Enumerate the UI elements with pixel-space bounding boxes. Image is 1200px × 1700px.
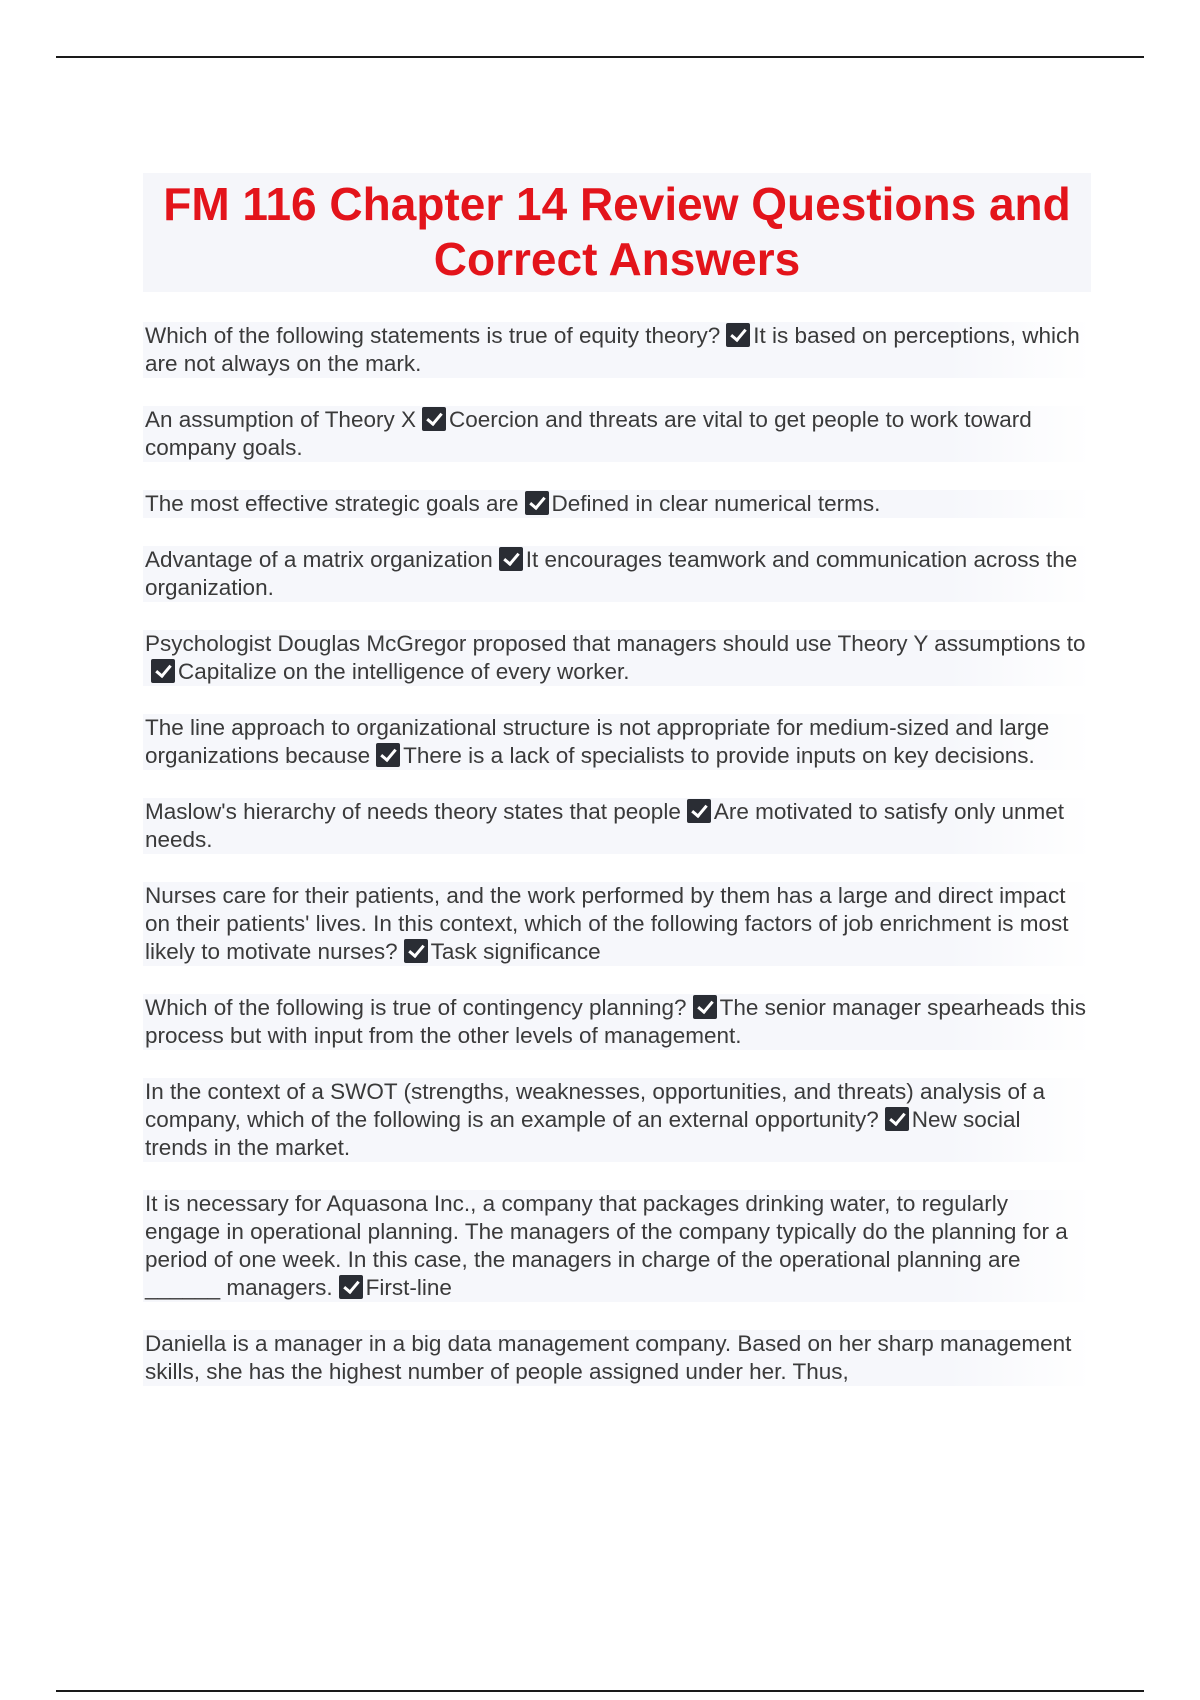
qa-item (143, 630, 1091, 686)
check-icon (885, 1107, 909, 1131)
answer-text: It encourages teamwork and communication across the organization. (145, 547, 1078, 600)
bottom-rule (56, 1690, 1144, 1692)
qa-item (143, 1078, 1091, 1162)
check-icon (525, 491, 549, 515)
answer-text: Capitalize on the intelligence of every worker. (178, 659, 630, 684)
check-icon (339, 1275, 363, 1299)
qa-item (143, 490, 1091, 518)
question-text: Maslow's hierarchy of needs theory states that people (145, 799, 681, 824)
check-icon (687, 799, 711, 823)
question-text: Which of the following is true of contingency planning? (145, 995, 687, 1020)
answer-text: It is based on perceptions, which are not always on the mark. (145, 323, 1080, 376)
question-text: The line approach to organizational structure is not appropriate for medium-sized and large organizations because (145, 715, 1050, 768)
qa-item (143, 322, 1091, 378)
answer-text: Are motivated to satisfy only unmet needs. (145, 799, 1064, 852)
qa-item (143, 1190, 1091, 1302)
question-text: Advantage of a matrix organization (145, 547, 493, 572)
check-icon (404, 939, 428, 963)
answer-text: First-line (365, 1275, 452, 1300)
answer-text: Task significance (430, 939, 601, 964)
qa-item (143, 882, 1091, 966)
answer-text: The senior manager spearheads this process but with input from the other levels of management. (145, 995, 1087, 1048)
qa-item (143, 406, 1091, 462)
document-content (143, 173, 1091, 1414)
question-text: Which of the following statements is true of equity theory? (145, 323, 721, 348)
check-icon (376, 743, 400, 767)
qa-item (143, 714, 1091, 770)
answer-text: New social trends in the market. (145, 1107, 1021, 1160)
check-icon (726, 323, 750, 347)
answer-text: Coercion and threats are vital to get people to work toward company goals. (145, 407, 1032, 460)
title-banner (143, 173, 1091, 292)
question-text: Nurses care for their patients, and the work performed by them has a large and direct impact on their patients' lives. In this context, which of the following factors of job enrichment is most likely to motivate nurses? (145, 883, 1069, 964)
check-icon (499, 547, 523, 571)
question-text: Daniella is a manager in a big data management company. Based on her sharp management skills, she has the highest number of people assigned under her. Thus, (145, 1331, 1072, 1384)
qa-item (143, 994, 1091, 1050)
answer-text: There is a lack of specialists to provide inputs on key decisions. (403, 743, 1035, 768)
qa-item (143, 798, 1091, 854)
qa-list (143, 322, 1091, 1386)
question-text: The most effective strategic goals are (145, 491, 519, 516)
question-text: It is necessary for Aquasona Inc., a company that packages drinking water, to regularly engage in operational planning. The managers of the company typically do the planning for a period of one week. In this case, the managers in charge of the operational planning are ______ managers. (145, 1191, 1068, 1300)
question-text: An assumption of Theory X (145, 407, 416, 432)
qa-item (143, 546, 1091, 602)
top-rule (56, 56, 1144, 58)
question-text: Psychologist Douglas McGregor proposed that managers should use Theory Y assumptions to (145, 631, 1086, 656)
question-text: In the context of a SWOT (strengths, weaknesses, opportunities, and threats) analysis of a company, which of the following is an example of an external opportunity? (145, 1079, 1046, 1132)
check-icon (151, 659, 175, 683)
qa-item (143, 1330, 1091, 1386)
page-title: FM 116 Chapter 14 Review Questions and Correct Answers (163, 178, 1071, 285)
check-icon (693, 995, 717, 1019)
answer-text: Defined in clear numerical terms. (551, 491, 881, 516)
check-icon (422, 407, 446, 431)
